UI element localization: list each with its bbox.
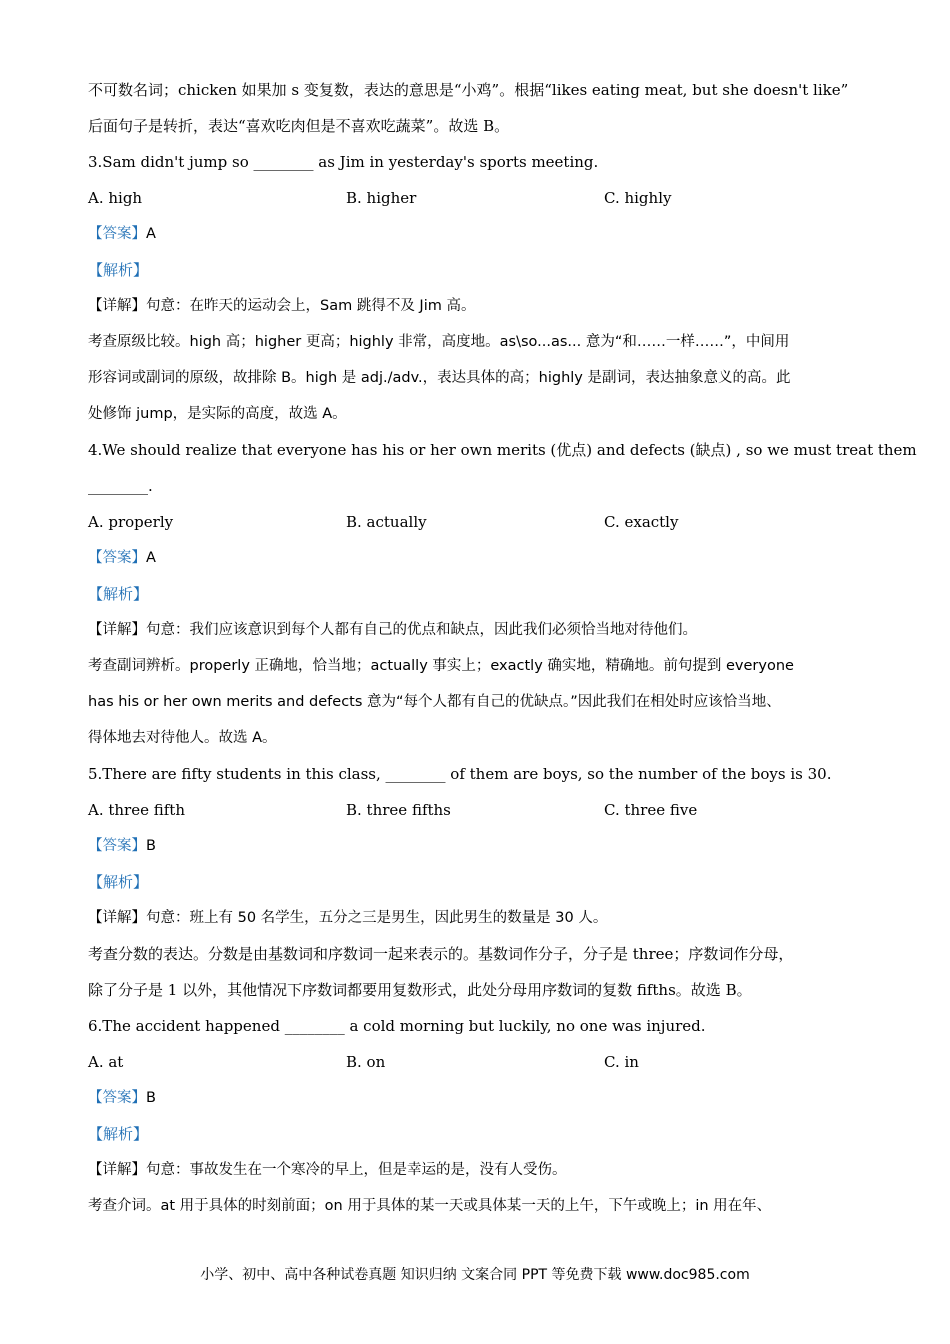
detail-line: [88, 288, 864, 324]
option-a: A. at: [88, 1053, 124, 1071]
analysis-tag: [88, 1116, 864, 1152]
option-a: A. high: [88, 189, 143, 207]
text-line: 考查原级比较。high 高；higher 更高；highly 非常，高度地。as\so...as... 意为“和……一样……”，中间用: [88, 334, 790, 350]
text-line: 形容词或副词的原级，故排除 B。high 是 adj./adv.，表达具体的高；highly 是副词，表达抽象意义的高。此: [88, 370, 791, 386]
answer-line: [88, 540, 864, 576]
detail-text: 句意：班上有 50 名学生，五分之三是男生，因此男生的数量是 30 人。: [146, 910, 608, 926]
option-row: [88, 180, 864, 216]
option-b: B. actually: [346, 513, 427, 531]
answer-line: [88, 828, 864, 864]
analysis-label: 【解析】: [88, 873, 149, 891]
analysis-label: 【解析】: [88, 1125, 149, 1143]
text-line: 除了分子是 1 以外，其他情况下序数词都要用复数形式，此处分母用序数词的复数 fifths。故选 B。: [88, 981, 752, 999]
analysis-label: 【解析】: [88, 261, 149, 279]
question-text: 5.There are fifty students in this class, ________ of them are boys, so the number of the boys is 30.: [88, 765, 832, 783]
document-body: [88, 72, 917, 1224]
detail-text: 句意：我们应该意识到每个人都有自己的优点和缺点，因此我们必须恰当地对待他们。: [146, 622, 697, 638]
detail-tag: 【详解】: [88, 298, 146, 314]
text-line: 考查介词。at 用于具体的时刻前面；on 用于具体的某一天或具体某一天的上午，下午或晚上；in 用在年、: [88, 1198, 772, 1214]
detail-text: 句意：在昨天的运动会上，Sam 跳得不及 Jim 高。: [146, 298, 476, 314]
analysis-tag: [88, 864, 864, 900]
option-c: C. exactly: [604, 513, 679, 531]
detail-tag: 【详解】: [88, 622, 146, 638]
text-line: 考查分数的表达。分数是由基数词和序数词一起来表示的。基数词作分子，分子是 three；序数词作分母，: [88, 945, 794, 963]
answer-tag: 【答案】: [88, 226, 146, 242]
analysis-tag: [88, 576, 864, 612]
text-line: 不可数名词；chicken 如果加 s 变复数，表达的意思是“小鸡”。根据“likes eating meat, but she doesn't like”: [88, 81, 849, 99]
answer-value: B: [146, 838, 156, 854]
option-row: [88, 504, 864, 540]
answer-tag: 【答案】: [88, 550, 146, 566]
option-c: C. in: [604, 1053, 639, 1071]
detail-line: [88, 612, 864, 648]
text-line: 处修饰 jump，是实际的高度，故选 A。: [88, 406, 347, 422]
answer-line: [88, 216, 864, 252]
option-b: B. three fifths: [346, 801, 451, 819]
analysis-label: 【解析】: [88, 585, 149, 603]
option-c: C. highly: [604, 189, 672, 207]
text-line: ________.: [88, 477, 153, 495]
text-line: has his or her own merits and defects 意为“每个人都有自己的优缺点。”因此我们在相处时应该恰当地、: [88, 694, 781, 710]
text-line: 后面句子是转折，表达“喜欢吃肉但是不喜欢吃蔬菜”。故选 B。: [88, 117, 510, 135]
analysis-tag: [88, 252, 864, 288]
option-row: [88, 1044, 864, 1080]
answer-value: A: [146, 226, 156, 242]
question-text: 3.Sam didn't jump so ________ as Jim in yesterday's sports meeting.: [88, 153, 599, 171]
detail-tag: 【详解】: [88, 910, 146, 926]
question-text: 6.The accident happened ________ a cold morning but luckily, no one was injured.: [88, 1017, 706, 1035]
page-footer: 小学、初中、高中各种试卷真题 知识归纳 文案合同 PPT 等免费下载 www.doc985.com: [200, 1267, 750, 1283]
option-row: [88, 792, 864, 828]
detail-tag: 【详解】: [88, 1162, 146, 1178]
detail-line: [88, 1152, 864, 1188]
detail-line: [88, 900, 864, 936]
option-c: C. three five: [604, 801, 698, 819]
answer-value: A: [146, 550, 156, 566]
text-line: 考查副词辨析。properly 正确地，恰当地；actually 事实上；exactly 确实地，精确地。前句提到 everyone: [88, 658, 794, 674]
question-text: 4.We should realize that everyone has his or her own merits (优点) and defects (缺点) , so we must treat them: [88, 441, 917, 459]
detail-text: 句意：事故发生在一个寒冷的早上，但是幸运的是，没有人受伤。: [146, 1162, 567, 1178]
answer-line: [88, 1080, 864, 1116]
answer-value: B: [146, 1090, 156, 1106]
option-a: A. three fifth: [88, 801, 185, 819]
option-b: B. on: [346, 1053, 386, 1071]
option-b: B. higher: [346, 189, 417, 207]
text-line: 得体地去对待他人。故选 A。: [88, 730, 277, 746]
answer-tag: 【答案】: [88, 1090, 146, 1106]
option-a: A. properly: [88, 513, 174, 531]
answer-tag: 【答案】: [88, 838, 146, 854]
